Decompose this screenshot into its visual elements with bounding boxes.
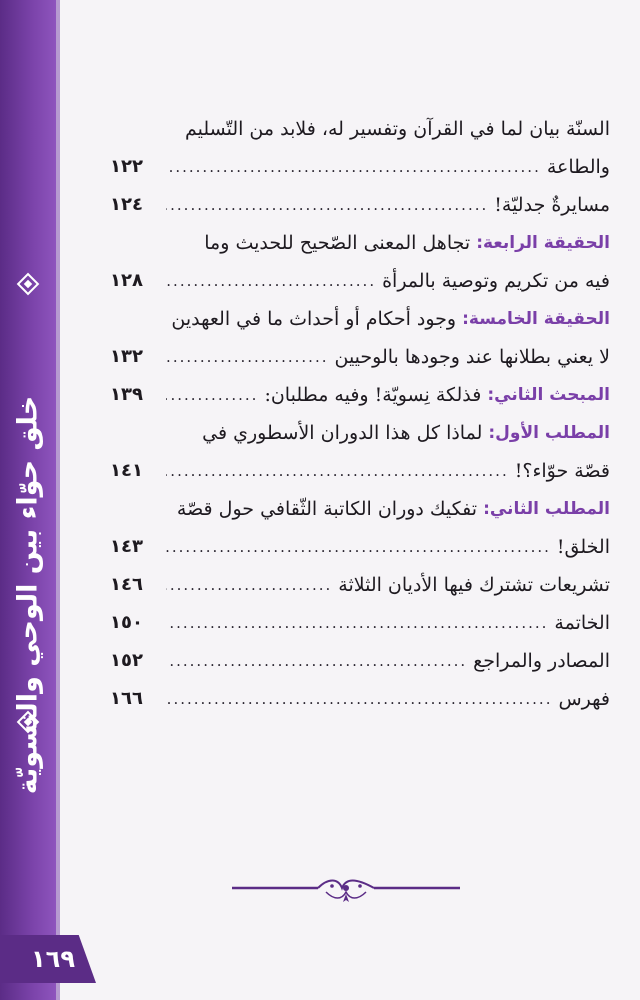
toc-line <box>110 452 610 490</box>
toc-text: لماذا كل هذا الدوران الأسطوري في <box>202 422 483 444</box>
leader-dots <box>166 642 467 680</box>
toc-page: ١٣٢ <box>110 346 143 367</box>
toc-page: ١٢٢ <box>110 156 143 177</box>
leader-dots <box>166 186 488 224</box>
toc-text: السنّة بيان لما في القرآن وتفسير له، فلابد من التّسليم <box>184 118 610 140</box>
leader-dots <box>166 452 509 490</box>
leader-dots <box>166 566 332 604</box>
toc-label: المطلب الثاني: <box>483 499 610 519</box>
toc-line <box>110 262 610 300</box>
leader-dots <box>166 338 328 376</box>
leader-dots <box>166 528 551 566</box>
toc-line <box>110 414 610 452</box>
toc-text: والطاعة <box>546 156 610 178</box>
toc-line <box>110 528 610 566</box>
leader-dots <box>166 376 258 414</box>
spine-title: خلق حوّاء بين الوحي والنسويّة <box>12 395 44 795</box>
toc-line <box>110 566 610 604</box>
leader-dots <box>166 148 541 186</box>
toc-text: الخلق! <box>556 536 610 558</box>
toc-text: تشريعات تشترك فيها الأديان الثلاثة <box>338 574 610 596</box>
toc-line <box>110 300 610 338</box>
leader-dots <box>166 680 552 718</box>
diamond-ornament-icon <box>16 272 40 296</box>
toc-page: ١٤٣ <box>110 536 143 557</box>
toc-line <box>110 224 610 262</box>
flourish-divider-icon <box>230 870 462 910</box>
page-number: ١٦٩ <box>31 945 75 973</box>
toc-text: تجاهل المعنى الصّحيح للحديث وما <box>204 232 471 254</box>
toc-label: الحقيقة الخامسة: <box>462 309 610 329</box>
toc-line <box>110 604 610 642</box>
toc-text: لا يعني بطلانها عند وجودها بالوحيين <box>334 346 610 368</box>
toc-page: ١٤٦ <box>110 574 143 595</box>
toc-line <box>110 338 610 376</box>
toc-page: ١٥٢ <box>110 650 143 671</box>
leader-dots <box>166 604 548 642</box>
toc-label: الحقيقة الرابعة: <box>476 233 610 253</box>
table-of-contents <box>110 110 610 718</box>
toc-text: مسايرةٌ جدليّة! <box>494 194 610 216</box>
toc-line <box>110 376 610 414</box>
toc-text: قصّة حوّاء؟! <box>514 460 610 482</box>
toc-text: وجود أحكام أو أحداث ما في العهدين <box>171 308 457 330</box>
leader-dots <box>166 262 376 300</box>
toc-line <box>110 680 610 718</box>
toc-text: فهرس <box>558 688 610 710</box>
toc-page: ١٦٦ <box>110 688 143 709</box>
toc-text: فيه من تكريم وتوصية بالمرأة <box>382 270 610 292</box>
toc-line <box>110 186 610 224</box>
toc-text: تفكيك دوران الكاتبة الثّقافي حول قصّة <box>176 498 478 520</box>
toc-page: ١٤١ <box>110 460 143 481</box>
toc-page: ١٣٩ <box>110 384 143 405</box>
toc-label: المطلب الأول: <box>488 423 610 443</box>
toc-page: ١٥٠ <box>110 612 143 633</box>
toc-line <box>110 110 610 148</box>
toc-line <box>110 642 610 680</box>
toc-text: الخاتمة <box>554 612 610 634</box>
toc-text: المصادر والمراجع <box>473 650 610 672</box>
toc-text: فذلكة نِسويّة! وفيه مطلبان: <box>264 384 482 406</box>
toc-line <box>110 490 610 528</box>
toc-page: ١٢٤ <box>110 194 143 215</box>
spine-band-edge <box>56 0 60 1000</box>
toc-line <box>110 148 610 186</box>
toc-label: المبحث الثاني: <box>487 385 610 405</box>
toc-page: ١٢٨ <box>110 270 143 291</box>
